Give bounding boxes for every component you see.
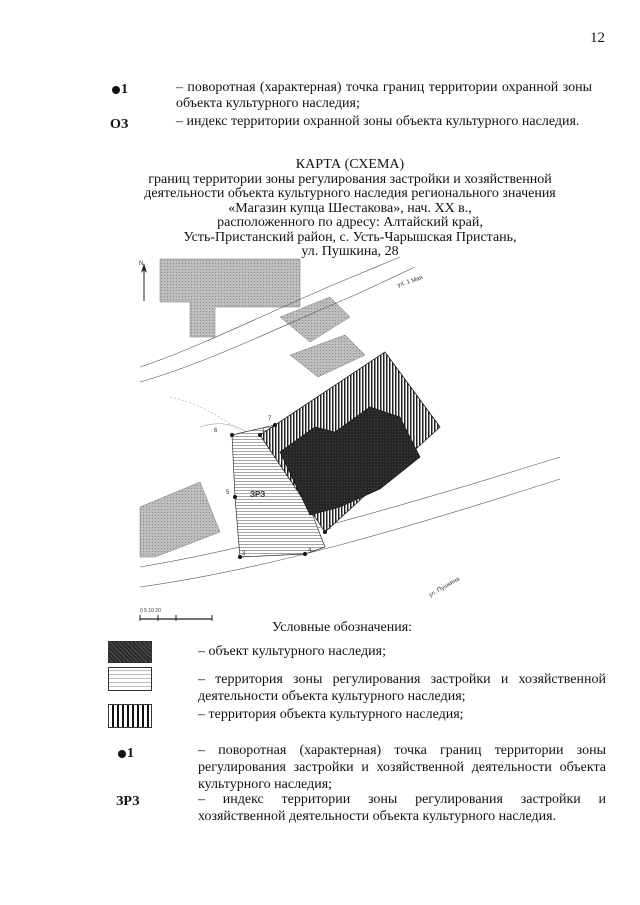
- point-symbol-number: 1: [121, 82, 128, 97]
- title-line-2: границ территории зоны регулирования застройки и хозяйственной: [148, 171, 552, 187]
- point-label: 3: [242, 551, 246, 557]
- title-line-4: «Магазин купца Шестакова», нач. XX в.,: [228, 200, 472, 216]
- point-label: 2: [328, 525, 332, 531]
- top-legend-index-text: – индекс территории охранной зоны объекта культурного наследия.: [176, 114, 580, 129]
- scale-bar: [140, 608, 212, 621]
- legend-point-number: 1: [127, 746, 134, 761]
- boundary-point: [303, 552, 307, 556]
- point-label: 5: [226, 490, 230, 496]
- point-symbol: [112, 82, 128, 98]
- title-line-1: КАРТА (СХЕМА): [295, 157, 405, 172]
- street-label-pushkina: ул. Пушкина: [428, 576, 461, 599]
- neighbour-building-southwest: [140, 482, 220, 557]
- boundary-point: [233, 495, 237, 499]
- point-dot-icon: [118, 750, 126, 758]
- legend-heritage-object-swatch: [108, 641, 152, 663]
- site-map: [140, 257, 560, 622]
- point-label: 4: [308, 548, 312, 554]
- point-label: 7: [268, 416, 272, 422]
- legend-point-symbol: [118, 746, 134, 762]
- north-arrow-icon: [139, 261, 147, 301]
- legend-point-text: – поворотная (характерная) точка границ территории зоны регулирования застройки и хозяйственной деятельности объекта культурного наследия;: [198, 743, 606, 792]
- scale-label: 0 5 10 20: [140, 608, 161, 614]
- title-line-7: ул. Пушкина, 28: [301, 244, 399, 259]
- legend-heading: Условные обозначения:: [272, 620, 413, 635]
- neighbour-building-north: [160, 259, 300, 337]
- top-legend-point-text: – поворотная (характерная) точка границ территории охранной зоны объекта культурного наследия;: [176, 80, 592, 111]
- legend-heritage-object-text: – объект культурного наследия;: [198, 644, 386, 659]
- boundary-point: [323, 530, 327, 534]
- legend-zrz-zone-swatch: [108, 667, 152, 691]
- point-label: 1: [262, 428, 266, 434]
- neighbour-building-small: [290, 335, 365, 377]
- legend-heritage-territory-text: – территория объекта культурного наследия;: [198, 707, 464, 722]
- point-label: 6: [214, 428, 218, 434]
- street-label-1-maya: ул. 1 Мая: [396, 275, 424, 289]
- title-line-3: деятельности объекта культурного наследия регионального значения: [144, 186, 556, 201]
- north-label: N: [139, 261, 144, 267]
- boundary-point: [273, 423, 277, 427]
- zrz-zone-label: ЗРЗ: [250, 490, 266, 499]
- legend-heritage-territory-swatch: [108, 704, 152, 728]
- legend-zrz-zone-text: – территория зоны регулирования застройки и хозяйственной деятельности объекта культурного наследия;: [198, 672, 606, 704]
- zrz-index-symbol: ЗРЗ: [116, 794, 140, 809]
- title-line-5: расположенного по адресу: Алтайский край,: [217, 215, 483, 230]
- title-line-6: Усть-Пристанский район, с. Усть-Чарышская Пристань,: [183, 229, 517, 245]
- legend-index-text: – индекс территории зоны регулирования застройки и хозяйственной деятельности объекта культурного наследия.: [198, 792, 606, 824]
- point-dot-icon: [112, 86, 120, 94]
- boundary-point: [230, 433, 234, 437]
- oz-index-symbol: ОЗ: [110, 117, 129, 132]
- page-number: 12: [590, 30, 605, 46]
- map-title: [110, 158, 590, 260]
